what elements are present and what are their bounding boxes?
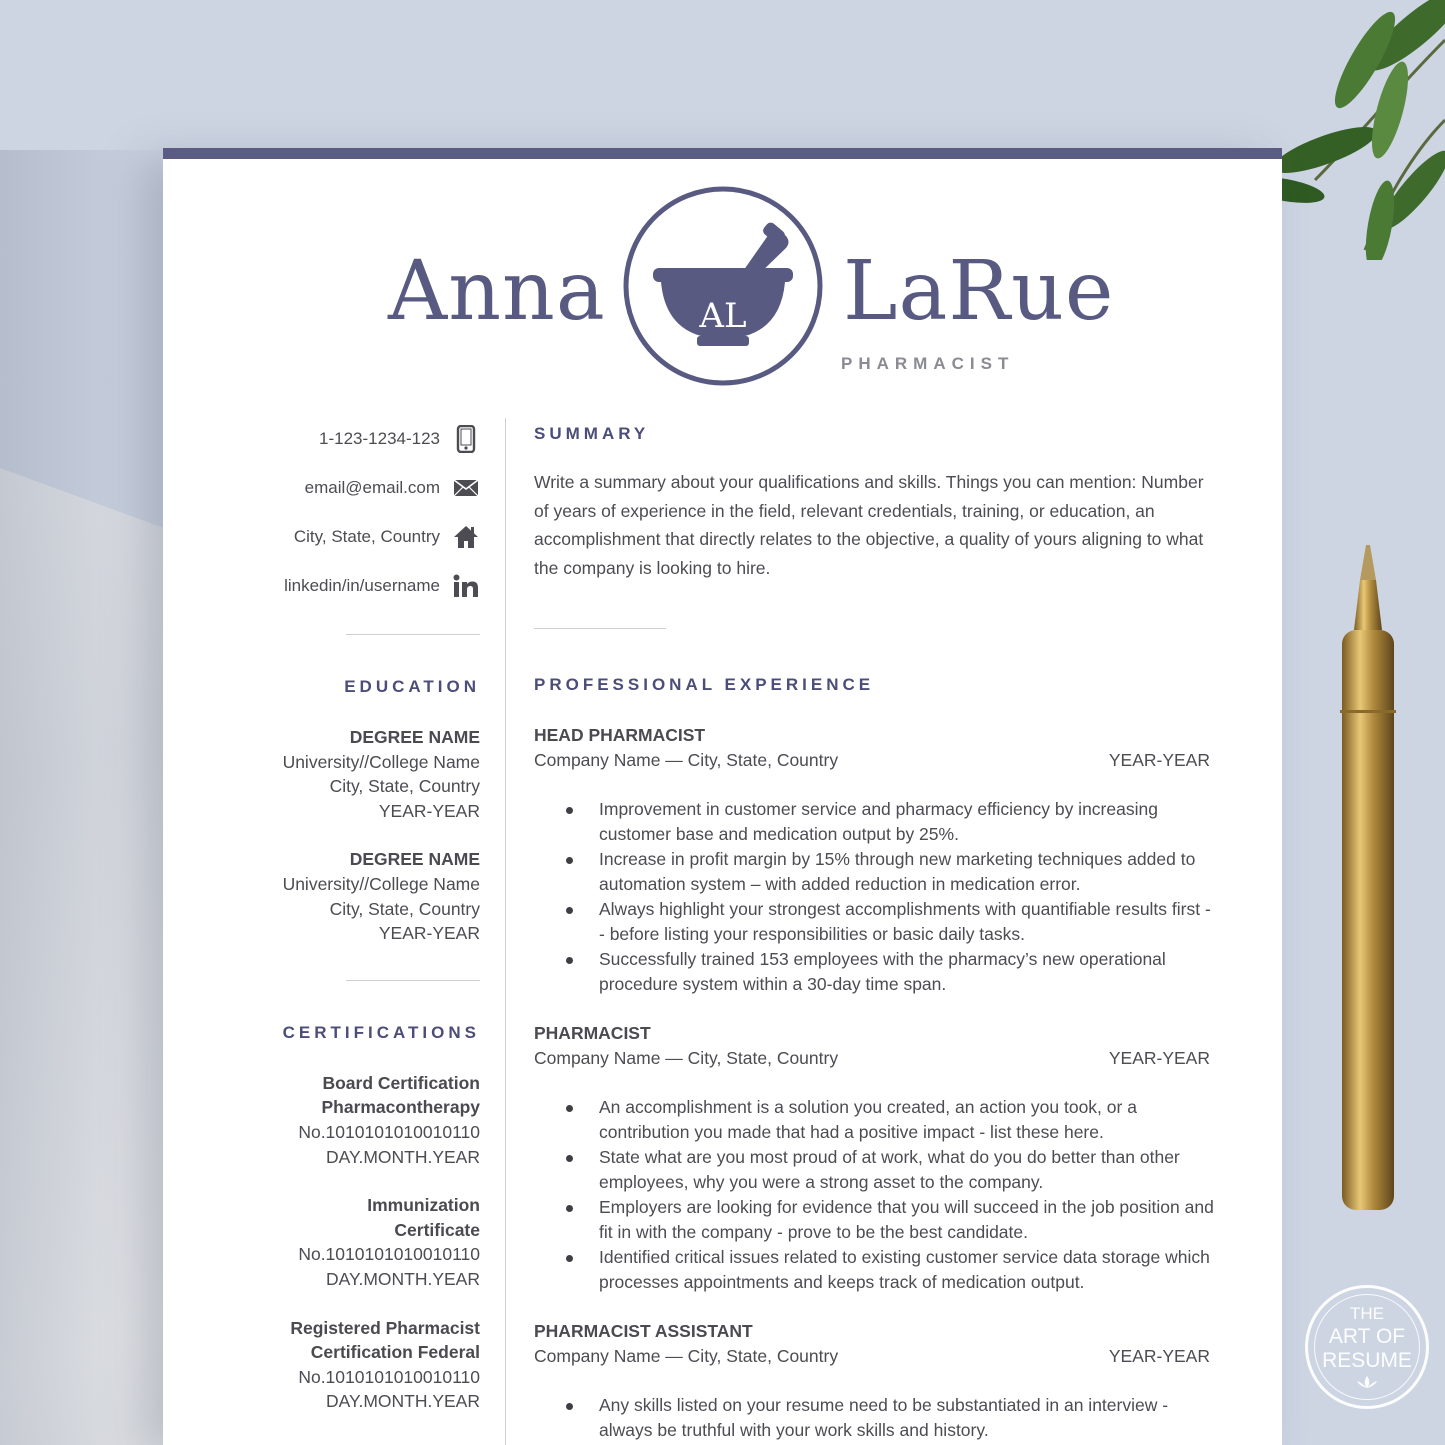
mail-icon bbox=[452, 474, 480, 502]
job-bullet: An accomplishment is a solution you created, an action you took, or a contribution you made that had a positive impact - list these here. bbox=[599, 1095, 1214, 1145]
gold-pen-decoration bbox=[1290, 540, 1410, 1230]
resume-top-bar bbox=[163, 148, 1282, 159]
monogram-initials: AL bbox=[699, 296, 747, 336]
column-divider bbox=[505, 418, 506, 1445]
badge-line-2: ART OF bbox=[1328, 1325, 1406, 1348]
job-entry-meta bbox=[534, 748, 1210, 773]
school-years: YEAR-YEAR bbox=[378, 800, 480, 821]
linkedin-icon bbox=[452, 572, 480, 600]
cert-date: DAY.MONTH.YEAR bbox=[326, 1146, 480, 1167]
cert-name-line-1: Board Certification bbox=[322, 1072, 480, 1093]
contact-phone bbox=[203, 414, 480, 463]
cert-number: No.1010101010010110 bbox=[298, 1121, 480, 1142]
job-bullet: Successfully trained 153 employees with the pharmacy’s new operational procedure system within a 30-day time span. bbox=[599, 947, 1214, 997]
job-bullet: Always highlight your strongest accomplishments with quantifiable results first -- before listing your responsibilities or basic daily tasks. bbox=[599, 897, 1214, 947]
job-company: Company Name — City, State, Country bbox=[534, 1346, 839, 1366]
job-bullets bbox=[534, 1095, 1214, 1295]
cert-number: No.1010101010010110 bbox=[298, 1366, 480, 1387]
badge-line-1: THE bbox=[1350, 1304, 1384, 1323]
art-of-resume-badge bbox=[1305, 1285, 1429, 1409]
education-heading: EDUCATION bbox=[344, 677, 480, 696]
school-years: YEAR-YEAR bbox=[378, 923, 480, 944]
resume-paper bbox=[163, 148, 1282, 1445]
badge-inner-ring bbox=[1314, 1294, 1420, 1400]
contact-location bbox=[203, 512, 480, 561]
contact-linkedin bbox=[203, 561, 480, 610]
cert-name-line-2: Certification Federal bbox=[310, 1342, 480, 1363]
linkedin-text: linkedin/in/username bbox=[284, 575, 440, 595]
job-company: Company Name — City, State, Country bbox=[534, 1048, 839, 1068]
email-text: email@email.com bbox=[304, 477, 440, 497]
job-title: PHARMACIST bbox=[841, 354, 1015, 373]
cert-name-line-1: Registered Pharmacist bbox=[290, 1317, 480, 1338]
job-years: YEAR-YEAR bbox=[1108, 1346, 1210, 1366]
job-bullets bbox=[534, 1393, 1214, 1443]
certification-item bbox=[203, 1316, 480, 1414]
cert-date: DAY.MONTH.YEAR bbox=[326, 1391, 480, 1412]
experience-heading: PROFESSIONAL EXPERIENCE bbox=[534, 675, 875, 694]
job-bullet: Increase in profit margin by 15% through new marketing techniques added to automation system – with added reduction in medication error. bbox=[599, 847, 1214, 897]
job-bullet: State what are you most proud of at work, what do you do better than other employees, why you were a strong asset to the company. bbox=[599, 1145, 1214, 1195]
job-company: Company Name — City, State, Country bbox=[534, 750, 839, 770]
job-bullets bbox=[534, 797, 1214, 997]
phone-icon bbox=[452, 425, 480, 453]
job-years: YEAR-YEAR bbox=[1108, 1048, 1210, 1068]
job-entry bbox=[534, 1021, 1214, 1295]
job-entry bbox=[534, 1319, 1214, 1443]
job-entry-title: PHARMACIST bbox=[534, 1023, 651, 1043]
job-bullet: Identified critical issues related to existing customer service data storage which processes appointments and keeps track of medication output. bbox=[599, 1245, 1214, 1295]
job-bullet: Employers are looking for evidence that you will succeed in the job position and fit in with the company - prove to be the best candidate. bbox=[599, 1195, 1214, 1245]
job-entry-title: PHARMACIST ASSISTANT bbox=[534, 1321, 753, 1341]
job-entry-title: HEAD PHARMACIST bbox=[534, 725, 706, 745]
cert-name-line-2: Certificate bbox=[394, 1219, 480, 1240]
degree-name: DEGREE NAME bbox=[349, 727, 480, 747]
education-item bbox=[203, 847, 480, 945]
home-icon bbox=[452, 523, 480, 551]
certification-item bbox=[203, 1071, 480, 1169]
left-divider-2 bbox=[346, 980, 480, 981]
school-location: City, State, Country bbox=[329, 898, 480, 919]
cert-name-line-2: Pharmacontherapy bbox=[321, 1097, 480, 1118]
job-bullet: Any skills listed on your resume need to be substantiated in an interview - always be truthful with your work skills and history. bbox=[599, 1393, 1214, 1443]
right-divider bbox=[534, 628, 666, 629]
certification-item bbox=[203, 1193, 480, 1291]
school-name: University//College Name bbox=[282, 751, 480, 772]
paper-shadow bbox=[0, 150, 180, 1445]
left-divider-1 bbox=[346, 634, 480, 635]
cert-number: No.1010101010010110 bbox=[298, 1244, 480, 1265]
school-name: University//College Name bbox=[282, 873, 480, 894]
phone-text: 1-123-1234-123 bbox=[319, 428, 440, 448]
mortar-pestle-icon bbox=[623, 186, 823, 386]
certifications-heading: CERTIFICATIONS bbox=[282, 1022, 480, 1042]
summary-text: Write a summary about your qualifications and skills. Things you can mention: Number of years of experience in the field, relevant credentials, training, or education, an accomplishment that directly relates to the objective, a quality of yours aligning to what the company is looking to hire. bbox=[534, 472, 1204, 578]
cert-name-line-1: Immunization bbox=[367, 1195, 480, 1216]
right-column bbox=[534, 424, 1214, 1443]
job-entry-meta bbox=[534, 1344, 1210, 1369]
left-column bbox=[203, 414, 480, 1414]
education-item bbox=[203, 725, 480, 823]
cert-date: DAY.MONTH.YEAR bbox=[326, 1268, 480, 1289]
school-location: City, State, Country bbox=[329, 776, 480, 797]
degree-name: DEGREE NAME bbox=[349, 849, 480, 870]
badge-line-3: RESUME bbox=[1322, 1349, 1412, 1372]
contact-email bbox=[203, 463, 480, 512]
job-bullet: Improvement in customer service and pharmacy efficiency by increasing customer base and medication output by 25%. bbox=[599, 797, 1214, 847]
job-years: YEAR-YEAR bbox=[1108, 750, 1210, 770]
location-text: City, State, Country bbox=[293, 526, 440, 546]
summary-heading: SUMMARY bbox=[534, 424, 650, 443]
last-name: LaRue bbox=[843, 244, 1115, 339]
first-name: Anna bbox=[388, 244, 606, 339]
job-entry-meta bbox=[534, 1046, 1210, 1071]
job-entry bbox=[534, 723, 1214, 997]
